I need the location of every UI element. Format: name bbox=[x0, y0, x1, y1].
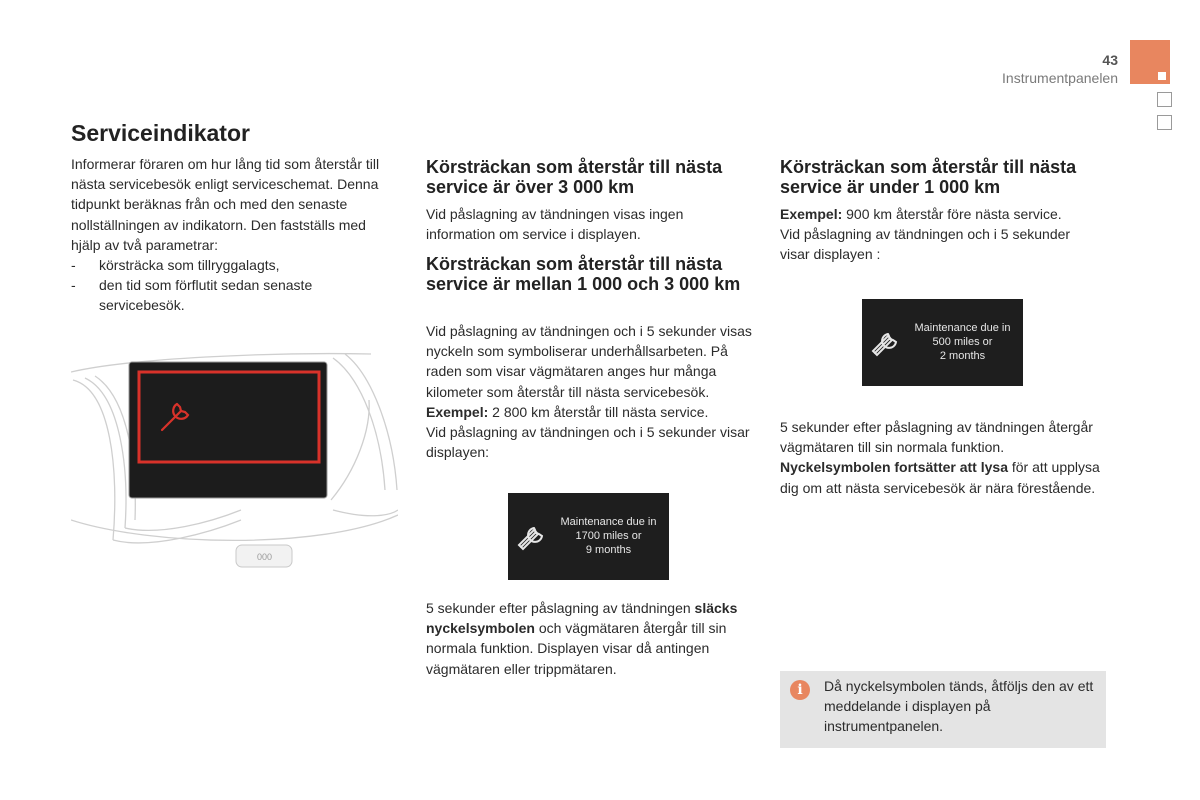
heading-under-1000: Körsträckan som återstår till nästa service är under 1 000 km bbox=[780, 157, 1077, 197]
display-line: 500 miles or bbox=[932, 336, 993, 348]
emphasis: släcks nyckelsymbolen bbox=[426, 600, 738, 637]
list-item-text: den tid som förflutit sedan senaste servicebesök. bbox=[99, 277, 313, 314]
text-over-3000: Vid påslagning av tändningen visas ingen information om service i displayen. bbox=[426, 206, 684, 243]
chapter-tab-box bbox=[1157, 115, 1172, 130]
info-icon: i bbox=[790, 680, 810, 700]
emphasis: Nyckelsymbolen fortsätter att lysa bbox=[780, 459, 1008, 476]
text-under-1000-block bbox=[780, 204, 1100, 265]
list-item-text: körsträcka som tillryggalagts, bbox=[99, 257, 280, 274]
info-note-text: Då nyckelsymbolen tänds, åtföljs den av ett meddelande i displayen på instrumentpanelen. bbox=[824, 678, 1094, 735]
example-label: Exempel: bbox=[426, 403, 489, 420]
wrench-icon bbox=[516, 518, 550, 552]
heading-1000-3000: Körsträckan som återstår till nästa service är mellan 1 000 och 3 000 km bbox=[426, 254, 741, 294]
heading-over-3000: Körsträckan som återstår till nästa service är över 3 000 km bbox=[426, 157, 723, 197]
odometer-text: 000 bbox=[257, 552, 273, 562]
example-label: Exempel: bbox=[780, 206, 843, 222]
list-item bbox=[71, 255, 397, 275]
display-line: 9 months bbox=[585, 544, 632, 556]
example-line bbox=[780, 204, 1100, 224]
list-item bbox=[71, 275, 397, 315]
intro-block bbox=[71, 154, 397, 316]
display-line: 1700 miles or bbox=[575, 530, 642, 542]
display-line: Maintenance due in bbox=[914, 322, 1011, 334]
display-line: 2 months bbox=[939, 350, 986, 362]
list-dash: - bbox=[71, 277, 76, 294]
chapter-tab-box bbox=[1157, 92, 1172, 107]
display-message bbox=[906, 321, 1019, 363]
display-intro-text: Vid påslagning av tändningen och i 5 sekunder visar displayen : bbox=[780, 226, 1071, 263]
after-5s-text-right: 5 sekunder efter påslagning av tändningen återgår vägmätaren till sin normala funktion. Nyckelsymbolen fortsätter att lysa för att upplysa dig om att nästa servicebesök är nära förestående. bbox=[780, 419, 1100, 496]
chapter-tab-marker bbox=[1158, 72, 1166, 80]
section-name: Instrumentpanelen bbox=[1002, 70, 1118, 86]
example-line bbox=[426, 402, 752, 422]
wrench-icon bbox=[870, 324, 904, 358]
text-1000-3000-block bbox=[426, 321, 752, 462]
text-1000-3000: Vid påslagning av tändningen och i 5 sekunder visas nyckeln som symboliserar underhållsarbeten. På raden som visar vägmätaren anges hur många kilometer som återstår till nästa servicebesök. bbox=[426, 323, 752, 400]
maintenance-display bbox=[862, 299, 1023, 386]
maintenance-display bbox=[508, 493, 669, 580]
intro-text: Informerar föraren om hur lång tid som återstår till nästa servicebesök enligt serviceschemat. Denna tidpunkt beräknas från och med den senaste nollställningen av indikatorn. Den fastställs med hjälp av två parametrar: bbox=[71, 156, 380, 253]
display-line: Maintenance due in bbox=[560, 516, 657, 528]
display-intro-text: Vid påslagning av tändningen och i 5 sekunder visar displayen: bbox=[426, 424, 750, 461]
after-5s-text-middle: 5 sekunder efter påslagning av tändningen släcks nyckelsymbolen och vägmätaren återgår till sin normala funktion. Displayen visar då antingen vägmätaren eller trippmätaren. bbox=[426, 600, 738, 677]
instrument-panel-illustration bbox=[71, 350, 398, 575]
list-dash: - bbox=[71, 257, 76, 274]
example-text: 900 km återstår före nästa service. bbox=[842, 206, 1062, 222]
example-text: 2 800 km återstår till nästa service. bbox=[488, 403, 709, 420]
page-title: Serviceindikator bbox=[71, 120, 250, 146]
page-number: 43 bbox=[1102, 52, 1118, 68]
display-message bbox=[552, 515, 665, 557]
